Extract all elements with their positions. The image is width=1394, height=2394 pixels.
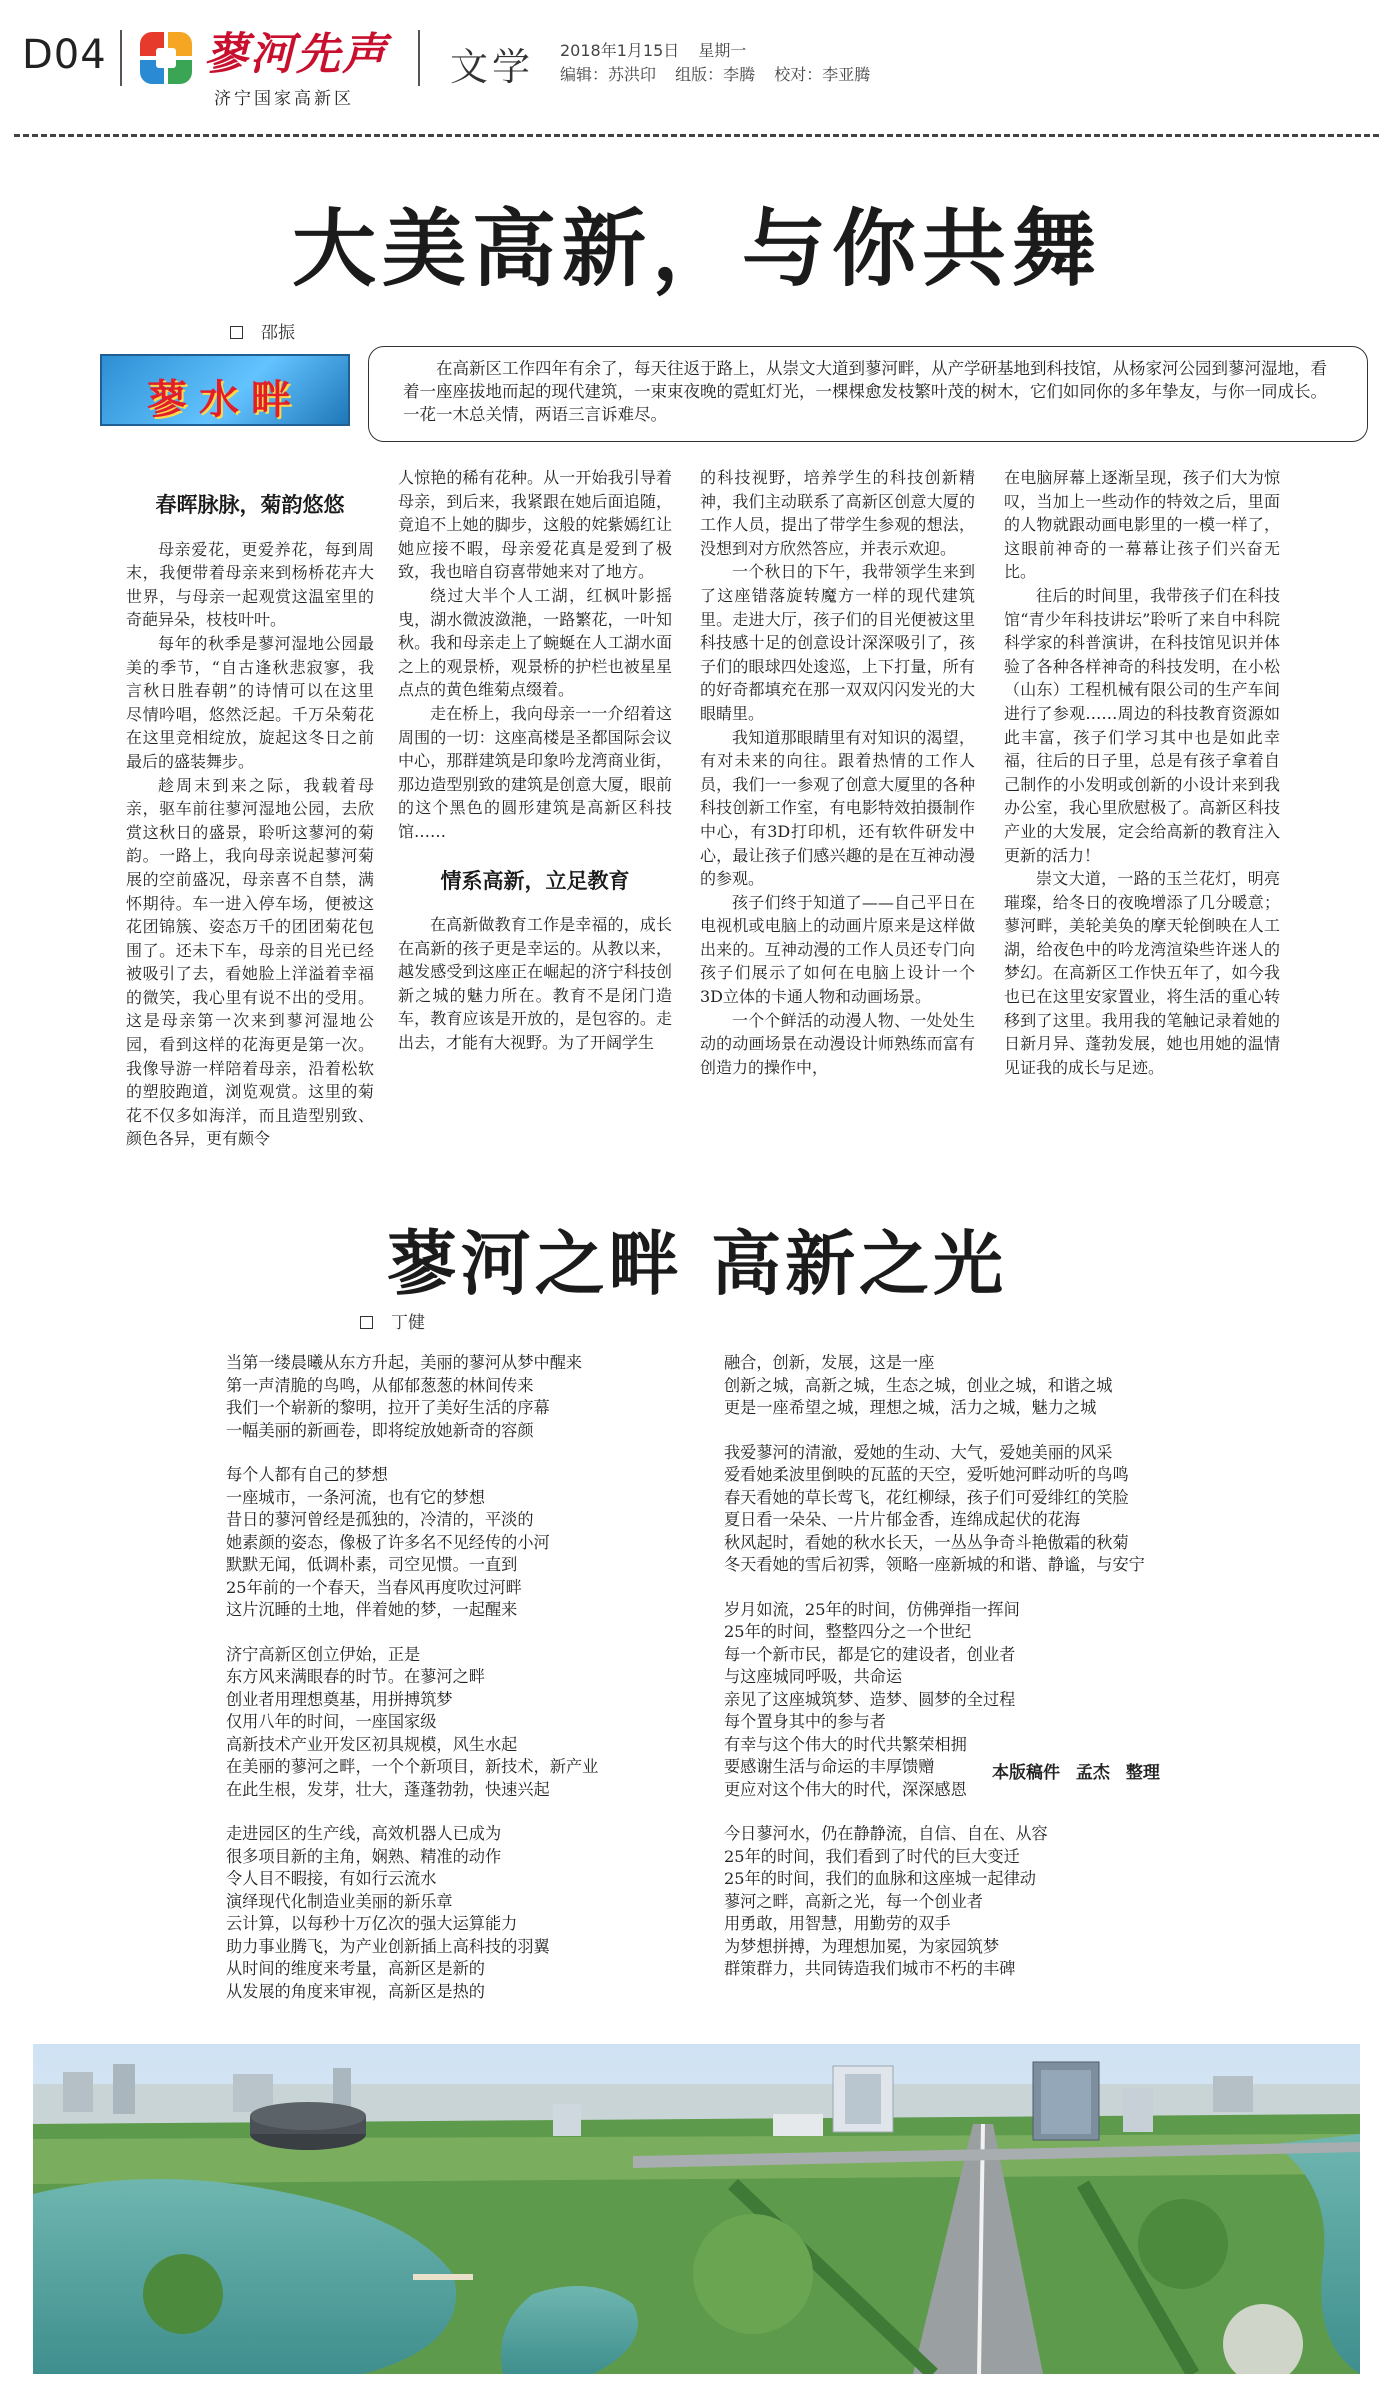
article1-paragraph: 在高新做教育工作是幸福的，成长在高新的孩子更是幸运的。从教以来，越发感受到这座正在崛起的济宁科技创新之城的魅力所在。教育不是闭门造车，教育应该是开放的，是包容的。走出去，才能有大视野。为了开阔学生 (398, 915, 672, 1053)
poem-line: 她素颜的姿态，像极了许多名不见经传的小河 (226, 1532, 550, 1552)
newspaper-logo-icon (140, 32, 192, 84)
article1-byline (230, 318, 295, 343)
poem-stanza (724, 1352, 1145, 1420)
poem-line: 爱看她柔波里倒映的瓦蓝的天空，爱听她河畔动听的鸟鸣 (724, 1465, 1129, 1484)
credit-name: 孟杰 (1075, 1763, 1110, 1783)
credit-label: 本版稿件 (992, 1763, 1060, 1783)
poem-line: 云计算，以每秒十万亿次的强大运算能力 (226, 1914, 518, 1933)
poem-stanza (226, 1823, 598, 2003)
poem-line: 我们一个崭新的黎明，拉开了美好生活的序幕 (226, 1398, 550, 1417)
poem-line: 25年的时间，整整四分之一个世纪 (724, 1622, 972, 1641)
layout-editor: 组版：李腾 (675, 65, 756, 84)
article1-paragraph: 一个秋日的下午，我带领学生来到了这座错落旋转魔方一样的现代建筑里。走进大厅，孩子们的目光便被这里科技感十足的创意设计深深吸引了，孩子们的眼球四处逡巡，上下打量，所有的好奇都填充在那一双双闪闪发光的大眼睛里。 (700, 562, 975, 723)
poem-line: 在此生根，发芽，壮大，蓬蓬勃勃，快速兴起 (226, 1779, 550, 1799)
article1-subhead: 春晖脉脉，菊韵悠悠 (155, 493, 345, 517)
poem-stanza (226, 1464, 598, 1622)
byline-box-icon (230, 326, 243, 339)
article1-column-1 (126, 466, 374, 1166)
byline-box-icon (360, 1316, 373, 1329)
poem-column-left (226, 1352, 598, 2025)
poem-line: 创业者用理想奠基，用拼搏筑梦 (226, 1689, 453, 1709)
article1-paragraph: 在电脑屏幕上逐渐呈现，孩子们大为惊叹，当加上一些动作的特效之后，里面的人物就跟动画电影里的一模一样了，这眼前神奇的一幕幕让孩子们兴奋无比。 (1004, 468, 1280, 582)
poem-stanza (724, 1823, 1145, 1981)
article1-paragraph: 的科技视野，培养学生的科技创新精神，我们主动联系了高新区创意大厦的工作人员，提出了带学生参观的想法，没想到对方欣然答应，并表示欢迎。 (700, 468, 975, 558)
poem-line: 要感谢生活与命运的丰厚馈赠 (724, 1757, 935, 1776)
poem-line: 默默无闻，低调朴素，司空见惯。一直到 (226, 1555, 518, 1574)
article1-paragraph: 趁周末到来之际，我载着母亲，驱车前往蓼河湿地公园，去欣赏这秋日的盛景，聆听这蓼河的菊韵。一路上，我向母亲说起蓼河菊展的空前盛况，母亲喜不自禁，满怀期待。车一进入停车场，便被这花团锦簇、姿态万千的团团菊花包围了。还未下车，母亲的目光已经被吸引了去，看她脸上洋溢着幸福的微笑，我心里有说不出的受用。这是母亲第一次来到蓼河湿地公园，看到这样的花海更是第一次。我像导游一样陪着母亲，沿着松软的塑胶跑道，浏览观赏。这里的菊花不仅多如海洋，而且造型别致、颜色各异，更有颇令 (126, 775, 374, 1149)
poem-line: 融合，创新，发展，这是一座 (724, 1353, 935, 1372)
article1-paragraph: 一个个鲜活的动漫人物、一处处生动的动画场景在动漫设计师熟练而富有创造力的操作中， (700, 1010, 975, 1077)
poem-stanza (724, 1442, 1145, 1577)
credit-action: 整理 (1125, 1763, 1160, 1783)
article1-paragraph: 往后的时间里，我带孩子们在科技馆“青少年科技讲坛”聆听了来自中科院科学家的科普演讲，在科技馆见识并体验了各种各样神奇的科技发明，在小松（山东）工程机械有限公司的生产车间进行了参观……周边的科技教育资源如此丰富，孩子们学习其中也是如此幸福，往后的日子里，总是有孩子拿着自己制作的小发明或创新的小设计来到我办公室，我心里欣慰极了。高新区科技产业的大发展，定会给高新的教育注入更新的活力！ (1004, 585, 1280, 865)
poem-line: 每个置身其中的参与者 (724, 1712, 886, 1731)
poem-line: 走进园区的生产线，高效机器人已成为 (226, 1824, 502, 1843)
issue-date: 2018年1月15日 (560, 41, 680, 60)
article1-intro: 在高新区工作四年有余了，每天往返于路上，从崇文大道到蓼河畔，从产学研基地到科技馆，从杨家河公园到蓼河湿地，看着一座座拔地而起的现代建筑，一束束夜晚的霓虹灯光，一棵棵愈发枝繁叶茂的树木，它们如同你的多年挚友，与你一同成长。一花一木总关情，两语三言诉难尽。 (368, 346, 1368, 442)
poem-line: 有幸与这个伟大的时代共繁荣相拥 (724, 1734, 967, 1754)
poem-line: 仅用八年的时间，一座国家级 (226, 1712, 437, 1731)
aerial-city-photo (33, 2044, 1360, 2374)
poem-line: 创新之城，高新之城，生态之城，创业之城，和谐之城 (724, 1375, 1113, 1395)
poem-line: 每一个新市民，都是它的建设者，创业者 (724, 1644, 1016, 1664)
article1-headline: 大美高新，与你共舞 (291, 200, 1102, 298)
poem-line: 更是一座希望之城，理想之城，活力之城，魅力之城 (724, 1398, 1097, 1417)
poem-line: 从发展的角度来审视，高新区是热的 (226, 1981, 485, 2001)
article1-subhead: 情系高新，立足教育 (440, 868, 630, 893)
column-logo (100, 354, 350, 426)
divider (418, 30, 420, 86)
newspaper-subtitle: 济宁国家高新区 (214, 89, 354, 109)
aerial-photo-illustration (33, 2044, 1360, 2374)
poem-line: 岁月如流，25年的时间，仿佛弹指一挥间 (724, 1599, 1020, 1619)
editor: 编辑：苏洪印 (560, 65, 657, 84)
poem-line: 一幅美丽的新画卷，即将绽放她新奇的容颜 (226, 1420, 534, 1440)
poem-line: 25年的时间，我们的血脉和这座城一起律动 (724, 1869, 1036, 1888)
article1-paragraph: 每年的秋季是蓼河湿地公园最美的季节，“自古逢秋悲寂寥，我言秋日胜春朝”的诗情可以在这里尽情吟唱，悠然泛起。千万朵菊花在这里竞相绽放，旋起这冬日之前最后的盛装舞步。 (126, 633, 374, 771)
poem-line: 群策群力，共同铸造我们城市不朽的丰碑 (724, 1959, 1016, 1978)
poem-line: 冬天看她的雪后初霁，领略一座新城的和谐、静谧，与安宁 (724, 1555, 1145, 1574)
poem-line: 当第一缕晨曦从东方升起，美丽的蓼河从梦中醒来 (226, 1353, 583, 1372)
poem-line: 演绎现代化制造业美丽的新乐章 (226, 1891, 453, 1911)
poem-line: 在美丽的蓼河之畔，一个个新项目，新技术，新产业 (226, 1757, 599, 1776)
poem-line: 第一声清脆的鸟鸣，从郁郁葱葱的林间传来 (226, 1375, 534, 1395)
column-logo-text: 蓼水畔 (147, 376, 303, 423)
divider (120, 30, 122, 86)
poem-line: 25年的时间，我们看到了时代的巨大变迁 (724, 1846, 1020, 1866)
poem-line: 为梦想拼搏，为理想加冕，为家园筑梦 (724, 1936, 1000, 1956)
poem-line: 昔日的蓼河曾经是孤独的，冷清的，平淡的 (226, 1510, 534, 1529)
poem-stanza (226, 1352, 598, 1442)
poem-line: 25年前的一个春天，当春风再度吹过河畔 (226, 1577, 522, 1597)
poem-line: 夏日看一朵朵、一片片郁金香，连绵成起伏的花海 (724, 1510, 1081, 1529)
page-number: D04 (22, 32, 107, 78)
poem-line: 助力事业腾飞，为产业创新插上高科技的羽翼 (226, 1936, 550, 1956)
poem-line: 更应对这个伟大的时代，深深感恩 (724, 1779, 967, 1799)
issue-weekday: 星期一 (698, 41, 747, 60)
issue-date-line (560, 38, 760, 61)
poem-line: 与这座城同呼吸，共命运 (724, 1667, 903, 1686)
poem-line: 东方风来满眼春的时节。在蓼河之畔 (226, 1667, 485, 1686)
proofreader: 校对：李亚腾 (774, 65, 871, 84)
poem-line: 亲见了这座城筑梦、造梦、圆梦的全过程 (724, 1689, 1016, 1709)
poem-line: 蓼河之畔，高新之光，每一个创业者 (724, 1891, 983, 1911)
article1-paragraph: 人惊艳的稀有花种。从一开始我引导着母亲，到后来，我紧跟在她后面追随，竟追不上她的脚步，这般的姹紫嫣红让她应接不暇，母亲爱花真是爱到了极致，我也暗自窃喜带她来对了地方。 (398, 468, 672, 582)
poem-line: 这片沉睡的土地，伴着她的梦，一起醒来 (226, 1600, 518, 1619)
article1-column-4 (1004, 466, 1280, 1166)
poem-line: 很多项目新的主角，娴熟、精准的动作 (226, 1846, 502, 1866)
poem-line: 济宁高新区创立伊始，正是 (226, 1644, 421, 1664)
poem-line: 春天看她的草长莺飞，花红柳绿，孩子们可爱绯红的笑脸 (724, 1487, 1129, 1507)
poem-line: 一座城市，一条河流，也有它的梦想 (226, 1487, 485, 1507)
article1-paragraph: 母亲爱花，更爱养花，每到周末，我便带着母亲来到杨桥花卉大世界，与母亲一起观赏这温室里的奇葩异朵，枝枝叶叶。 (126, 539, 374, 630)
article1-paragraph: 我知道那眼睛里有对知识的渴望，有对未来的向往。跟着热情的工作人员，我们一一参观了创意大厦里的各种科技创新工作室，有电影特效拍摄制作中心，有3D打印机，还有软件研发中心，最让孩子们感兴趣的是在互神动漫的参观。 (700, 727, 975, 889)
poem-line: 高新技术产业开发区初具规模，风生水起 (226, 1734, 518, 1754)
page-credit (992, 1758, 1170, 1783)
staff-line (560, 62, 884, 85)
section-name: 文学 (450, 45, 535, 89)
article1-column-2 (398, 466, 672, 1166)
header-rule (14, 134, 1380, 137)
poem-line: 秋风起时，看她的秋水长天，一丛丛争奇斗艳傲霜的秋菊 (724, 1532, 1129, 1552)
poem-line: 令人目不暇接，有如行云流水 (226, 1869, 437, 1888)
article1-paragraph: 绕过大半个人工湖，红枫叶影摇曳，湖水微波潋滟，一路繁花，一叶知秋。我和母亲走上了蜿蜒在人工湖水面之上的观景桥，观景桥的护栏也被星星点点的黄色维菊点缀着。 (398, 585, 672, 700)
newspaper-title: 蓼河先声 (204, 29, 388, 80)
article2-headline: 蓼河之畔 高新之光 (386, 1223, 1008, 1305)
article1-author: 邵振 (261, 323, 295, 343)
poem-column-right (724, 1352, 1145, 2003)
article1-column-3 (700, 466, 975, 1166)
poem-line: 我爱蓼河的清澈，爱她的生动、大气，爱她美丽的风采 (724, 1442, 1113, 1462)
article1-paragraph: 崇文大道，一路的玉兰花灯，明亮璀璨，给冬日的夜晚增添了几分暖意；蓼河畔，美轮美奂的摩天轮倒映在人工湖，给夜色中的吟龙湾渲染些许迷人的梦幻。在高新区工作快五年了，如今我也已在这里安家置业，将生活的重心转移到了这里。我用我的笔触记录着她的日新月异、蓬勃发展，她也用她的温情见证我的成长与足迹。 (1004, 869, 1280, 1077)
poem-line: 今日蓼河水，仍在静静流，自信、自在、从容 (724, 1824, 1048, 1843)
article1-paragraph: 孩子们终于知道了——自己平日在电视机或电脑上的动画片原来是这样做出来的。互神动漫的工作人员还专门向孩子们展示了如何在电脑上设计一个3D立体的卡通人物和动画场景。 (700, 892, 975, 1007)
article2-byline (360, 1308, 425, 1333)
poem-stanza (226, 1644, 598, 1802)
poem-line: 从时间的维度来考量，高新区是新的 (226, 1959, 485, 1978)
poem-line: 每个人都有自己的梦想 (226, 1465, 388, 1484)
poem-line: 用勇敢，用智慧，用勤劳的双手 (724, 1914, 951, 1933)
article1-paragraph: 走在桥上，我向母亲一一介绍着这周围的一切：这座高楼是圣都国际会议中心，那群建筑是印象吟龙湾商业街，那边造型别致的建筑是创意大厦，眼前的这个黑色的圆形建筑是高新区科技馆…… (398, 703, 672, 841)
masthead (0, 0, 1394, 135)
article2-author: 丁健 (391, 1313, 425, 1333)
